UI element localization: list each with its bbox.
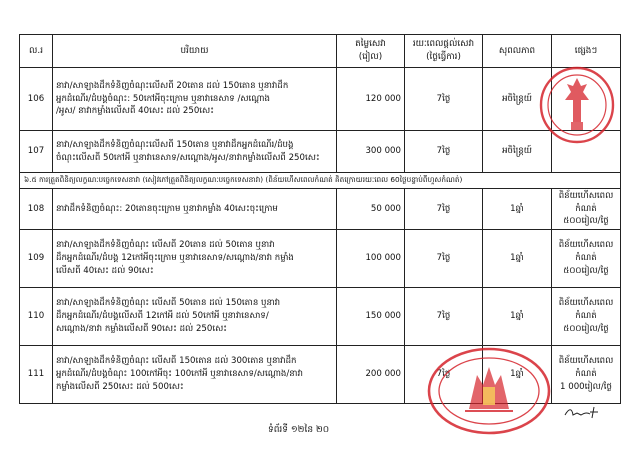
description-line: អ្នកដំណើរ/ដំបង្គចំណុះ: 50កៅអីចុះក្រោម ឬនាវានេសាទ /សណ្ដោង [56, 93, 270, 104]
row-other [552, 287, 621, 345]
row-fee: 50 000 [337, 189, 405, 230]
description-line: នាវា/សាឡាងដឹកទំនិញចំណុះ លើសពី 20តោន ដល់ 50តោន ឬនាវា [56, 240, 275, 251]
row-other [552, 345, 621, 403]
table-row [20, 229, 621, 287]
header-no: ល.រ [20, 35, 53, 68]
section-heading-row [20, 173, 621, 189]
row-validity: អចិន្ត្រៃយ៍ [483, 68, 552, 131]
row-fee: 150 000 [337, 287, 405, 345]
row-number: 110 [20, 287, 53, 345]
row-number: 109 [20, 229, 53, 287]
row-description [53, 131, 337, 173]
row-number: 106 [20, 68, 53, 131]
header-other: ផ្សេងៗ [552, 35, 621, 68]
other-line: ពិន័យហើសពេលកំណត់ [558, 356, 614, 379]
other-line: ពិន័យហើសពេលកំណត់ [558, 191, 614, 214]
other-line: ពិន័យហើសពេលកំណត់ [558, 240, 614, 263]
row-description [53, 287, 337, 345]
header-fee [337, 35, 405, 68]
row-fee: 120 000 [337, 68, 405, 131]
row-duration: 7ថ្ងៃ [405, 345, 483, 403]
table-row [20, 189, 621, 230]
row-validity: អចិន្ត្រៃយ៍ [483, 131, 552, 173]
row-description [53, 68, 337, 131]
row-other [552, 229, 621, 287]
description-line: លើសពី 40សេះ ដល់ 90សេះ [56, 265, 154, 276]
description-line: /អូស/ នាវាកម្លាំងលើសពី 40សេះ ដល់ 250សេះ [56, 106, 214, 117]
row-duration: 7ថ្ងៃ [405, 131, 483, 173]
row-validity: 1ឆ្នាំ [483, 229, 552, 287]
description-line: អ្នកដំណើរ/ដំបង្គចំណុះ 100កៅអីចុះ 100កៅអី ឬនាវានេសាទ/សណ្ដោង/នាវា [56, 368, 303, 379]
description-line: ចំណុះលើសពី 50កៅអី ឬនាវានេសាទ/សណ្ដោង/អូស/នាវាកម្លាំងលើសពី 250សេះ [56, 152, 320, 163]
header-duration [405, 35, 483, 68]
page-number: ទំព័រទី ១២នៃ ២០ [268, 425, 330, 435]
other-line: ៥០០រៀល/ថ្ងៃ [563, 216, 609, 227]
table-row [20, 131, 621, 173]
row-other [552, 189, 621, 230]
description-line: នាវា/សាឡាងដឹកទំនិញចំណុះលើសពី 150តោន ឬនាវាដឹកអ្នកដំណើរ/ដំបង្គ [56, 139, 294, 150]
row-description [53, 189, 337, 230]
row-validity: 1ឆ្នាំ [483, 189, 552, 230]
description-line: ដឹកអ្នកដំណើរ/ដំបង្គលើសពី 12កៅអី ដល់ 50កៅអី ឬនាវានេសាទ/ [56, 310, 269, 321]
header-fee-text: តម្លៃសេវា (រៀល) [355, 39, 386, 62]
other-line: 1 000រៀល/ថ្ងៃ [560, 381, 612, 392]
other-line: ៥០០រៀល/ថ្ងៃ [563, 265, 609, 276]
row-fee: 100 000 [337, 229, 405, 287]
header-validity: សុពលភាព [483, 35, 552, 68]
row-description [53, 229, 337, 287]
row-duration: 7ថ្ងៃ [405, 229, 483, 287]
row-duration: 7ថ្ងៃ [405, 68, 483, 131]
description-line: សណ្ដោង/នាវា កម្លាំងលើសពី 90សេះ ដល់ 250សេះ [56, 323, 228, 334]
row-fee: 300 000 [337, 131, 405, 173]
row-description [53, 345, 337, 403]
header-description: បរិយាយ [53, 35, 337, 68]
row-number: 111 [20, 345, 53, 403]
description-line: នាវា/សាឡាងដឹកទំនិញចំណុះ លើសពី 150តោន ដល់ 300តោន ឬនាវាដឹក [56, 356, 297, 367]
row-validity: 1ឆ្នាំ [483, 345, 552, 403]
row-fee: 200 000 [337, 345, 405, 403]
description-line: នាវា/សាឡាងដឹកទំនិញចំណុះ លើសពី 50តោន ដល់ 150តោន ឬនាវា [56, 298, 281, 309]
row-duration: 7ថ្ងៃ [405, 287, 483, 345]
description-line: ដឹកអ្នកដំណើរ/ដំបង្គ 12កៅអីចុះក្រោម ឬនាវានេសាទ/សណ្ដោង/នាវា កម្លាំង [56, 252, 294, 263]
description-line: នាវាដឹកទំនិញចំណុះ: 20តោនចុះក្រោម ឬនាវាកម្លាំង 40សេះចុះក្រោម [56, 203, 278, 214]
table-header-row [20, 35, 621, 68]
description-line: នាវា/សាឡាងដឹកទំនិញចំណុះលើសពី 20តោន ដល់ 150តោន ឬនាវាដឹក [56, 81, 289, 92]
section-heading: ៦.៥ ការត្រួតពិនិត្យលក្ខណៈបច្ចេកទេសនាវា (សៀវភៅត្រួតពិនិត្យលក្ខណៈបច្ចេកទេសនាវា) (ពិន័យហើសពេលកំណត់ គិតក្រោយរយៈពេល 60ថ្ងៃបន្ទាប់ពីហួសកំណត់) [20, 173, 621, 189]
signature [563, 404, 603, 420]
other-line: ៥០០រៀល/ថ្ងៃ [563, 323, 609, 334]
row-duration: 7ថ្ងៃ [405, 189, 483, 230]
row-number: 108 [20, 189, 53, 230]
official-seal-top [537, 64, 617, 146]
header-duration-text: រយៈពេលផ្ដល់សេវា (ថ្ងៃធ្វើការ) [412, 39, 475, 62]
official-seal-bottom [425, 345, 553, 437]
table-row [20, 68, 621, 131]
row-validity: 1ឆ្នាំ [483, 287, 552, 345]
description-line: កម្លាំងលើសពី 250សេះ ដល់ 500សេះ [56, 381, 184, 392]
table-row [20, 287, 621, 345]
row-number: 107 [20, 131, 53, 173]
other-line: ពិន័យហើសពេលកំណត់ [558, 298, 614, 321]
